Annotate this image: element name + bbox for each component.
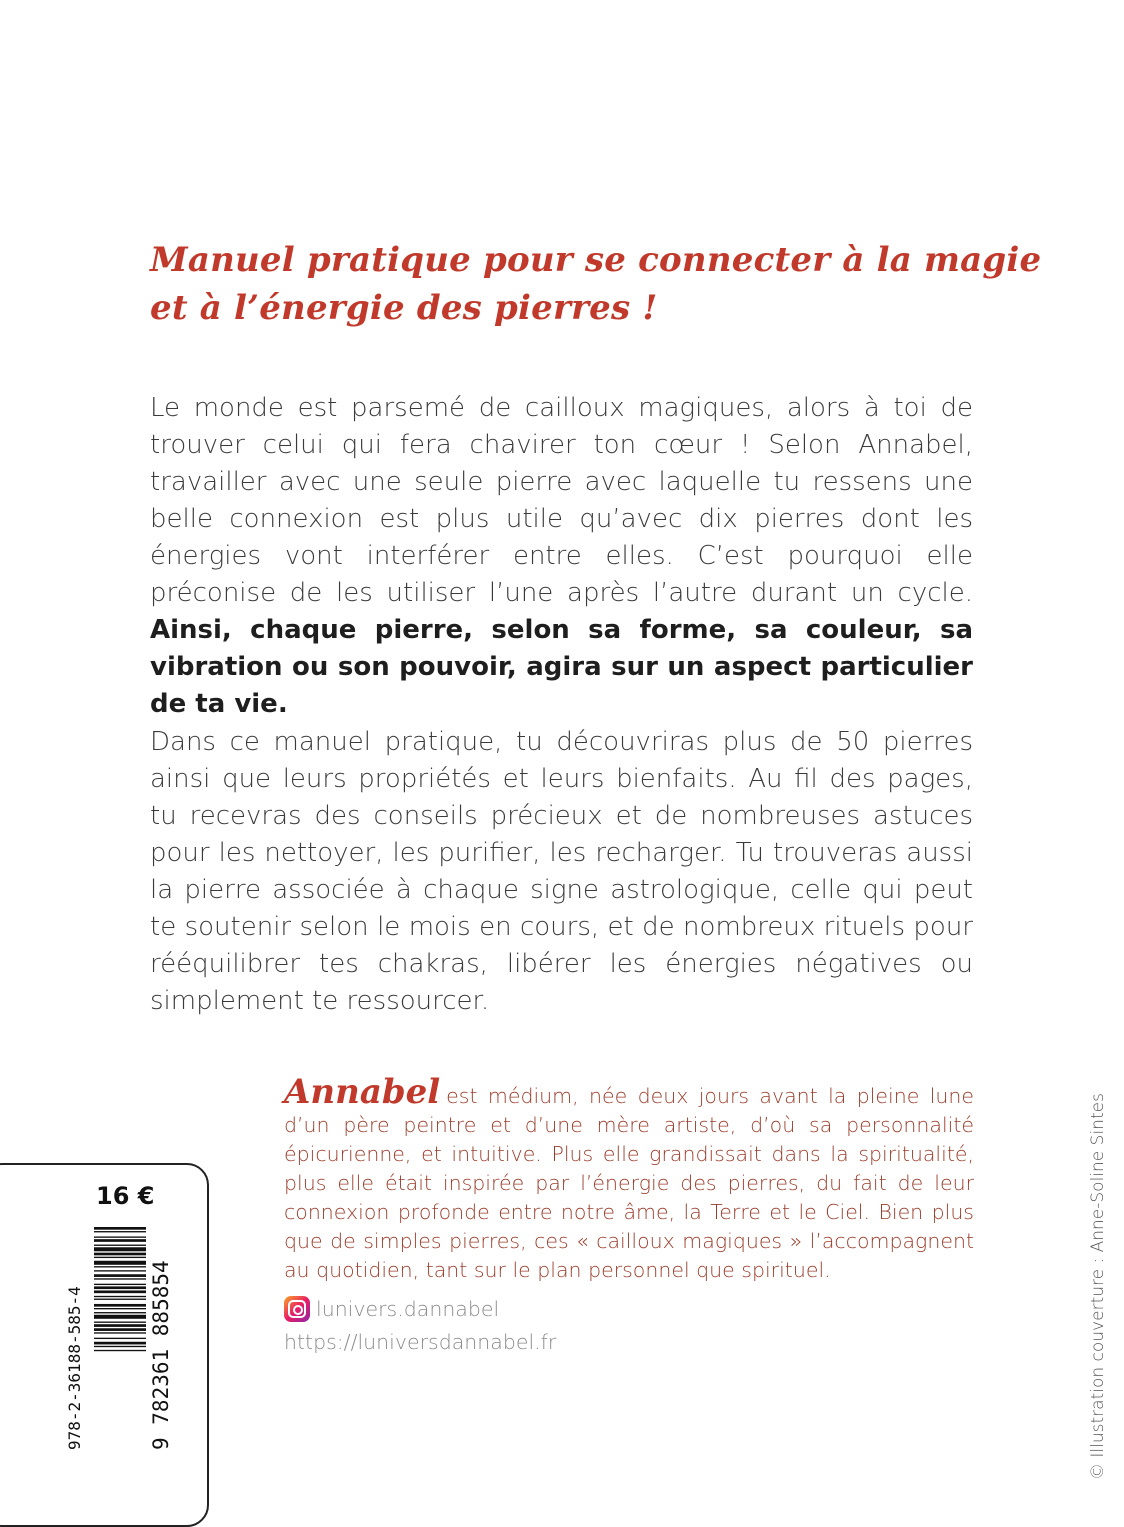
barcode-bar [94, 1274, 146, 1277]
barcode-bar [94, 1239, 146, 1242]
barcode-bar [94, 1338, 146, 1339]
barcode-bar [94, 1350, 146, 1351]
barcode-bar [94, 1290, 146, 1293]
barcode-bar [94, 1328, 146, 1331]
description-paragraph-1-regular: Le monde est parsemé de cailloux magiques, alors à toi de trouver celui qui fera chavirer ton cœur ! Selon Annabel, travailler avec une seule pierre avec laquelle tu ressens une belle connexion est plus utile qu’avec dix pierres dont les énergies vont interférer entre elles. C’est pourquoi elle préconise de les utiliser l’une après l’autre durant un cycle. [150, 393, 973, 608]
barcode-bar [94, 1266, 146, 1267]
barcode-bar [94, 1332, 146, 1333]
barcode-bar [94, 1270, 146, 1271]
barcode-bar [94, 1312, 146, 1313]
barcode-bar [94, 1257, 146, 1258]
isbn-text: 978-2-36188-585-4 [65, 1286, 84, 1450]
description-paragraph-2: Dans ce manuel pratique, tu découvriras plus de 50 pierres ainsi que leurs propriétés et leurs bienfaits. Au fil des pages, tu recevras des conseils précieux et de nombreuses astuces pour les nettoyer, les purifier, les recharger. Tu trouveras aussi la pierre associée à chaque signe astrologique, celle qui peut te soutenir selon le mois en cours, et de nombreux rituels pour rééquilibrer tes chakras, libérer les énergies négatives ou simplement te ressourcer. [150, 727, 973, 1016]
barcode-bar [94, 1286, 146, 1289]
barcode-bar [94, 1284, 146, 1285]
barcode-bar [94, 1324, 146, 1327]
barcode-bar [94, 1236, 146, 1237]
barcode-bar [94, 1245, 146, 1246]
barcode-bar [94, 1296, 146, 1297]
barcode-bars [94, 1227, 146, 1351]
barcode-bar [94, 1261, 146, 1265]
barcode-bar [94, 1346, 146, 1347]
barcode-digits: 9 782361 885854 [149, 1260, 173, 1450]
barcode-bar [94, 1247, 146, 1251]
illustration-credit-text: © Illustration couverture : Anne-Soline Sintes [1088, 1093, 1108, 1480]
barcode-bar [94, 1308, 146, 1309]
barcode-bar [94, 1299, 146, 1300]
barcode-bar [94, 1231, 146, 1232]
description-paragraph-1-bold: Ainsi, chaque pierre, selon sa forme, sa couleur, sa vibration ou son pouvoir, agira sur un aspect particulier de ta vie. [150, 615, 973, 719]
author-name: Annabel [284, 1072, 441, 1112]
author-bio-text: est médium, née deux jours avant la pleine lune d’un père peintre et d’une mère artiste, d’où sa personnalité épicurienne, et intuitive. Plus elle grandissait dans la spiritualité, plus elle était inspirée par l’énergie des pierres, du fait de leur connexion profonde entre notre âme, la Terre et le Ciel. Bien plus que de simples pierres, ces « cailloux magiques » l’accompagnent au quotidien, tant sur le plan personnel que spirituel. [284, 1084, 974, 1282]
barcode-bar [94, 1322, 146, 1323]
price-label: 16 € [96, 1182, 155, 1210]
author-bio [284, 1072, 974, 1285]
barcode-graphic [64, 1225, 174, 1450]
tagline-line-1: Manuel pratique pour se connecter à la magie [150, 240, 1042, 280]
isbn-barcode [64, 1225, 174, 1450]
description-paragraph-1 [150, 390, 973, 723]
illustration-credit [1088, 1080, 1108, 1480]
barcode-bar [94, 1304, 146, 1307]
instagram-icon [284, 1296, 310, 1322]
barcode-bar [94, 1227, 146, 1230]
tagline [150, 236, 1042, 332]
barcode-bar [94, 1278, 146, 1279]
tagline-line-2: et à l’énergie des pierres ! [150, 288, 658, 328]
barcode-bar [94, 1253, 146, 1256]
barcode-bar [94, 1315, 146, 1319]
instagram-handle[interactable] [284, 1296, 499, 1322]
instagram-handle-text: lunivers.dannabel [316, 1297, 500, 1321]
barcode-bar [94, 1342, 146, 1345]
author-website-link[interactable]: https://luniversdannabel.fr [284, 1330, 557, 1354]
